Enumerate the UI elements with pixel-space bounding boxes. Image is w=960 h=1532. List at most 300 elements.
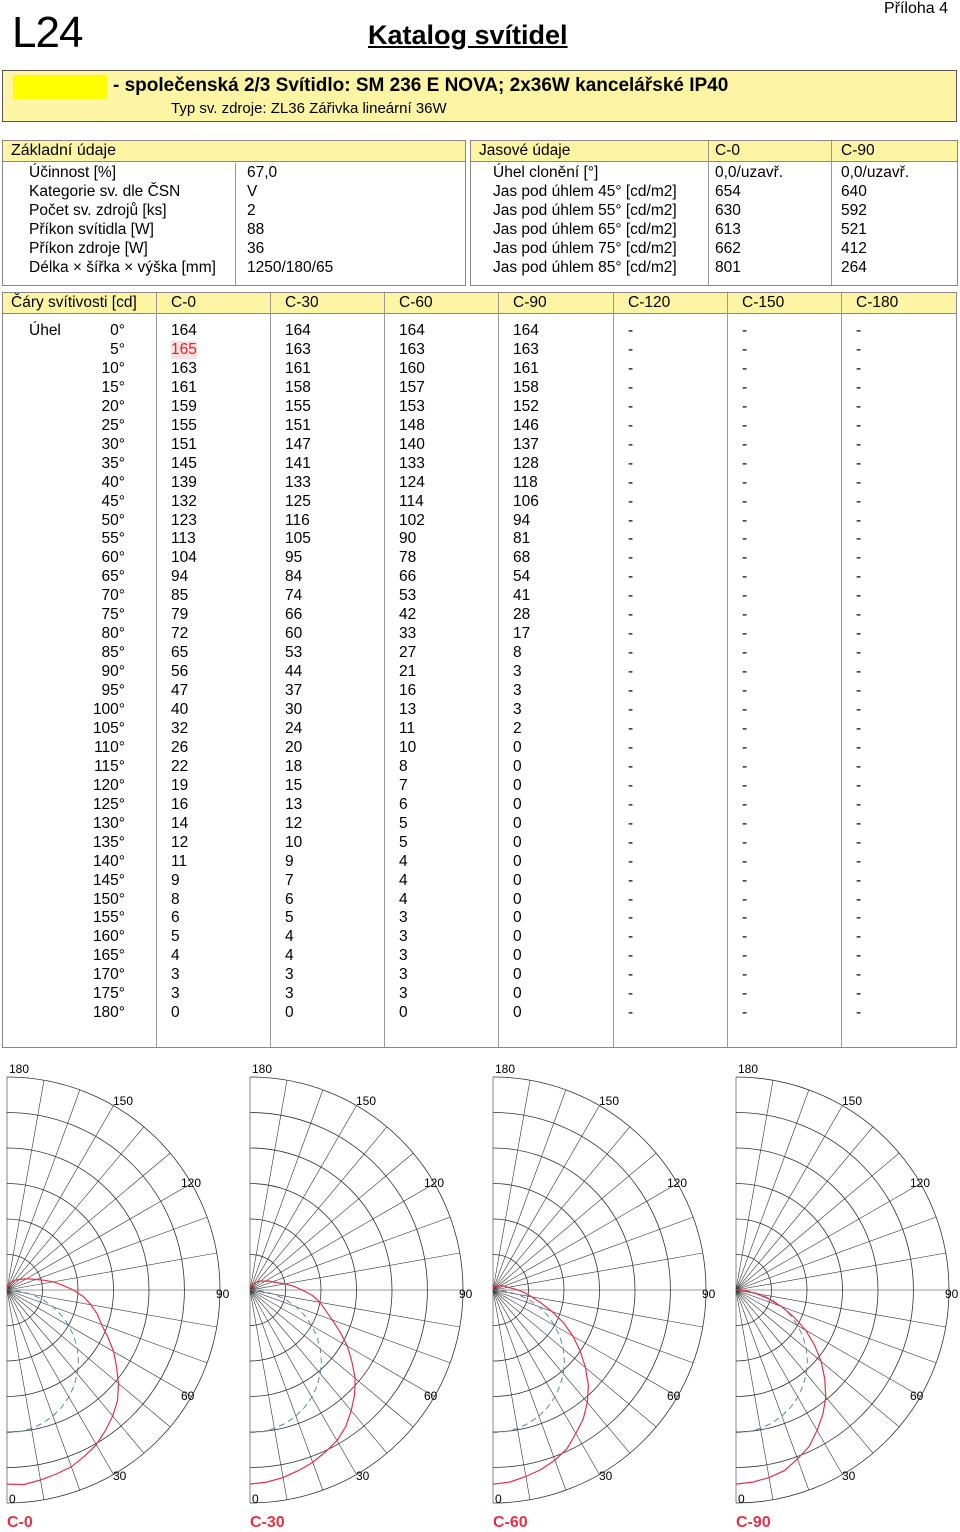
reference-curve (7, 1290, 78, 1433)
divider (831, 141, 832, 285)
intensity-cell: 164 (513, 322, 539, 339)
intensity-cell: 5 (399, 833, 408, 851)
intensity-cell: 0 (513, 738, 522, 756)
intensity-cell: - (628, 738, 634, 756)
reference-curve (250, 1290, 321, 1433)
intensity-cell: 18 (285, 757, 303, 775)
intensity-cell: 79 (171, 606, 189, 624)
polar-spoke (493, 1290, 693, 1363)
intensity-cell: 141 (285, 454, 311, 472)
polar-tick-label: 30 (113, 1469, 127, 1483)
intensity-cell: - (856, 833, 862, 851)
intensity-cell: - (628, 606, 634, 624)
intensity-cell: - (628, 985, 634, 1003)
intensity-cell: 0 (513, 814, 522, 832)
intensity-cell: - (856, 587, 862, 605)
intensity-col-header: C-60 (399, 294, 433, 311)
intensity-cell: - (742, 738, 748, 756)
intensity-cell: 147 (285, 435, 311, 453)
intensity-cell: 5 (171, 928, 180, 946)
intensity-cell: - (856, 928, 862, 946)
intensity-cell: - (856, 492, 862, 510)
intensity-cell: 146 (513, 416, 539, 434)
angle-value: 60° (101, 549, 125, 567)
polar-tick-label: 120 (910, 1176, 931, 1190)
intensity-cell: - (742, 947, 748, 965)
intensity-cell: 152 (513, 397, 539, 415)
intensity-col-header: C-120 (628, 294, 671, 311)
intensity-cell: 151 (285, 416, 311, 434)
polar-spoke (493, 1217, 693, 1290)
intensity-cell: 20 (285, 738, 303, 756)
luminance-label: Úhel clonění [°] (493, 164, 599, 181)
angle-value: 30° (101, 435, 125, 453)
intensity-cell: 164 (399, 322, 425, 339)
intensity-cell: 3 (399, 966, 408, 984)
intensity-cell: 27 (399, 644, 417, 662)
intensity-cell: - (856, 473, 862, 491)
angle-value: 150° (92, 890, 125, 908)
angle-value: 35° (101, 454, 125, 472)
intensity-cell: 53 (399, 587, 417, 605)
intensity-cell: 0 (513, 985, 522, 1003)
basic-data-title: Základní údaje (3, 141, 465, 162)
intensity-cell: 33 (399, 625, 417, 643)
polar-tick-label: 90 (216, 1287, 230, 1301)
column-divider (841, 293, 842, 1047)
intensity-cell: - (628, 492, 634, 510)
intensity-cell: 74 (285, 587, 303, 605)
polar-diagrams (0, 1060, 960, 1532)
intensity-cell: - (856, 909, 862, 927)
intensity-cell: 81 (513, 530, 531, 548)
intensity-cell: - (856, 625, 862, 643)
angle-value: 40° (101, 473, 125, 491)
intensity-cell: 8 (513, 644, 522, 662)
angle-value: 130° (92, 814, 125, 832)
intensity-cell: - (856, 378, 862, 396)
intensity-cell: - (628, 644, 634, 662)
intensity-cell: 163 (399, 340, 425, 358)
intensity-cell: - (856, 416, 862, 434)
intensity-cell: 19 (171, 776, 189, 794)
intensity-cell: 104 (171, 549, 197, 567)
intensity-cell: 3 (399, 928, 408, 946)
intensity-cell: - (628, 625, 634, 643)
intensity-cell: 10 (285, 833, 303, 851)
intensity-cell: - (742, 871, 748, 889)
polar-tick-label: 150 (599, 1094, 620, 1108)
intensity-cell: 5 (285, 909, 294, 927)
intensity-cell: 22 (171, 757, 189, 775)
intensity-cell: - (856, 644, 862, 662)
intensity-cell: - (856, 852, 862, 870)
basic-value: 1250/180/65 (247, 259, 334, 276)
intensity-cell: - (628, 397, 634, 415)
header-line-1: - společenská 2/3 Svítidlo: SM 236 E NOVA; 2x36W kancelářské IP40 (113, 75, 729, 96)
luminance-c0-value: 630 (715, 202, 741, 219)
intensity-cell: 116 (285, 511, 310, 529)
intensity-cell: - (628, 757, 634, 775)
intensity-cell: 11 (399, 719, 416, 737)
intensity-cell: 3 (285, 985, 294, 1003)
polar-spoke (250, 1290, 450, 1363)
intensity-cell: - (628, 663, 634, 681)
intensity-cell: 8 (399, 757, 408, 775)
intensity-cell: 114 (399, 492, 424, 510)
basic-label: Účinnost [%] (29, 164, 117, 181)
intensity-cell: 0 (513, 871, 522, 889)
polar-spoke (736, 1090, 809, 1290)
intensity-cell: 6 (399, 795, 408, 813)
intensity-cell: 3 (399, 985, 408, 1003)
intensity-cell: - (628, 966, 634, 984)
intensity-cell: - (856, 549, 862, 567)
intensity-cell: 26 (171, 738, 189, 756)
intensity-cell: - (742, 985, 748, 1003)
intensity-cell: 12 (285, 814, 303, 832)
intensity-cell: - (856, 568, 862, 586)
polar-tick-label: 180 (9, 1062, 30, 1076)
intensity-cell: 5 (399, 814, 408, 832)
intensity-cell: 7 (285, 871, 294, 889)
intensity-cell: 4 (399, 890, 408, 908)
intensity-cell: 3 (399, 909, 408, 927)
intensity-cell: 125 (285, 492, 311, 510)
polar-tick-label: 0 (9, 1492, 16, 1506)
luminance-c90-value: 412 (841, 240, 867, 257)
intensity-cell: - (742, 776, 748, 794)
luminance-c90-value: 0,0/uzavř. (841, 164, 910, 181)
intensity-cell: 94 (513, 511, 531, 529)
intensity-cell: 133 (285, 473, 311, 491)
intensity-cell: 21 (399, 663, 417, 681)
intensity-cell: - (628, 909, 634, 927)
intensity-cell: 66 (285, 606, 303, 624)
intensity-cell: 158 (513, 378, 539, 396)
intensity-cell: - (742, 682, 748, 700)
angle-value: 125° (92, 795, 125, 813)
intensity-cell: - (856, 890, 862, 908)
intensity-cell: 7 (399, 776, 408, 794)
polar-tick-label: 120 (181, 1176, 202, 1190)
intensity-cell: - (856, 340, 862, 358)
intensity-cell: 47 (171, 682, 189, 700)
intensity-cell: 163 (171, 359, 197, 377)
basic-value: 36 (247, 240, 265, 257)
intensity-cell: - (742, 435, 748, 453)
angle-value: 45° (101, 492, 125, 510)
angle-value: 110° (94, 738, 125, 756)
intensity-cell: - (742, 795, 748, 813)
angle-value: 20° (101, 397, 125, 415)
intensity-cell: - (628, 871, 634, 889)
angle-value: 180° (92, 1004, 125, 1022)
intensity-cell: 30 (285, 701, 303, 718)
luminance-label: Jas pod úhlem 45° [cd/m2] (493, 183, 677, 200)
intensity-cell: 3 (513, 663, 522, 681)
intensity-cell: - (856, 397, 862, 415)
intensity-cell: 6 (171, 909, 180, 927)
intensity-cell: - (742, 814, 748, 832)
intensity-cell: - (742, 625, 748, 643)
intensity-cell: 0 (513, 890, 522, 908)
luminance-c90-value: 264 (841, 259, 867, 276)
intensity-cell: - (856, 738, 862, 756)
intensity-cell: - (742, 757, 748, 775)
intensity-cell: 2 (513, 719, 522, 737)
intensity-cell: 163 (285, 340, 311, 358)
intensity-cell: 3 (171, 985, 180, 1003)
angle-label: Úhel (29, 322, 61, 339)
luminance-c0-value: 801 (715, 259, 741, 276)
intensity-title: Čáry svítivosti [cd] (11, 294, 137, 311)
intensity-cell: 0 (513, 909, 522, 927)
intensity-cell: 128 (513, 454, 539, 472)
intensity-cell: - (742, 909, 748, 927)
intensity-cell: 113 (171, 530, 196, 548)
luminance-c90-value: 592 (841, 202, 867, 219)
intensity-cell: - (742, 587, 748, 605)
angle-value: 15° (101, 378, 125, 396)
intensity-table (2, 292, 957, 1048)
catalog-title: Katalog svítidel (368, 20, 568, 50)
intensity-cell: - (628, 1004, 634, 1022)
intensity-cell: 140 (399, 435, 425, 453)
intensity-cell: 65 (171, 644, 189, 662)
intensity-cell: 94 (171, 568, 189, 586)
intensity-cell: - (856, 682, 862, 700)
intensity-cell: - (856, 1004, 862, 1022)
luminaire-header (2, 70, 957, 122)
polar-tick-label: 60 (910, 1389, 924, 1403)
intensity-cell: - (856, 719, 862, 737)
intensity-cell: - (856, 947, 862, 965)
basic-value: 2 (247, 202, 256, 219)
intensity-cell: 78 (399, 549, 417, 567)
polar-tick-label: 0 (495, 1492, 502, 1506)
divider (708, 141, 709, 285)
intensity-cell: - (628, 587, 634, 605)
intensity-cell: - (742, 473, 748, 491)
intensity-cell: - (742, 492, 748, 510)
polar-tick-label: 90 (945, 1287, 959, 1301)
intensity-cell: - (742, 833, 748, 851)
polar-tick-label: 30 (356, 1469, 370, 1483)
appendix-label: Příloha 4 (883, 0, 948, 17)
basic-label: Kategorie sv. dle ČSN (29, 183, 181, 200)
intensity-cell: - (742, 340, 748, 358)
intensity-cell: 133 (399, 454, 425, 472)
polar-tick-label: 180 (252, 1062, 273, 1076)
intensity-cell: - (628, 435, 634, 453)
luminaire-code: L24 (12, 8, 83, 57)
intensity-cell: 3 (285, 966, 294, 984)
plane-label: C-90 (736, 1514, 771, 1531)
intensity-cell: 0 (513, 947, 522, 965)
intensity-cell: 60 (285, 625, 303, 643)
intensity-cell: 164 (171, 322, 197, 339)
intensity-cell: - (628, 378, 634, 396)
intensity-cell: 3 (171, 966, 180, 984)
intensity-cell: - (628, 701, 634, 718)
intensity-cell: 123 (171, 511, 197, 529)
intensity-cell: - (742, 416, 748, 434)
intensity-cell: 85 (171, 587, 189, 605)
intensity-cell: - (856, 966, 862, 984)
intensity-cell: - (628, 568, 634, 586)
intensity-cell: 11 (171, 852, 188, 870)
intensity-cell: - (628, 890, 634, 908)
intensity-cell: - (742, 606, 748, 624)
intensity-cell: 153 (399, 397, 425, 415)
intensity-cell: 3 (513, 682, 522, 700)
polar-spoke (7, 1290, 80, 1490)
intensity-cell: 0 (513, 966, 522, 984)
intensity-cell: 137 (513, 435, 539, 453)
intensity-cell: - (628, 340, 634, 358)
intensity-col-header: C-180 (856, 294, 899, 311)
intensity-cell: 4 (285, 928, 294, 946)
intensity-cell: - (628, 549, 634, 567)
column-divider (727, 293, 728, 1047)
intensity-cell: - (742, 568, 748, 586)
intensity-cell: 3 (399, 947, 408, 965)
angle-value: 10° (101, 359, 125, 377)
intensity-cell: 148 (399, 416, 425, 434)
intensity-cell: - (856, 663, 862, 681)
angle-value: 70° (101, 587, 125, 605)
basic-label: Počet sv. zdrojů [ks] (29, 202, 167, 219)
angle-value: 5° (110, 340, 125, 358)
polar-tick-label: 120 (667, 1176, 688, 1190)
intensity-cell: 0 (513, 776, 522, 794)
intensity-cell: 44 (285, 663, 303, 681)
luminance-c90-value: 640 (841, 183, 867, 200)
intensity-cell: 161 (513, 359, 539, 377)
intensity-cell: 24 (285, 719, 303, 737)
intensity-cell: 66 (399, 568, 417, 586)
intensity-cell: 157 (399, 378, 425, 396)
intensity-cell: - (856, 757, 862, 775)
basic-value: V (247, 183, 258, 200)
basic-label: Délka × šířka × výška [mm] (29, 259, 216, 276)
intensity-cell: - (856, 530, 862, 548)
intensity-cell: 105 (285, 530, 311, 548)
angle-value: 100° (92, 701, 125, 718)
intensity-cell: 151 (171, 435, 197, 453)
intensity-cell: 68 (513, 549, 531, 567)
basic-value: 67,0 (247, 164, 278, 181)
intensity-cell: 9 (285, 852, 294, 870)
intensity-cell: - (856, 776, 862, 794)
luminance-label: Jas pod úhlem 75° [cd/m2] (493, 240, 677, 257)
intensity-cell: - (856, 454, 862, 472)
polar-tick-label: 120 (424, 1176, 445, 1190)
angle-value: 115° (94, 757, 125, 775)
polar-tick-label: 30 (599, 1469, 613, 1483)
intensity-cell: 56 (171, 663, 189, 681)
intensity-cell: - (742, 359, 748, 377)
angle-value: 160° (92, 928, 125, 946)
plane-label: C-0 (7, 1514, 33, 1531)
angle-value: 135° (92, 833, 125, 851)
intensity-cell: - (742, 530, 748, 548)
luminance-c0-value: 654 (715, 183, 741, 200)
intensity-cell: - (742, 928, 748, 946)
intensity-cell: 72 (171, 625, 189, 643)
polar-tick-label: 60 (181, 1389, 195, 1403)
intensity-cell: - (742, 966, 748, 984)
intensity-cell: - (628, 454, 634, 472)
intensity-cell: 161 (285, 359, 311, 377)
intensity-cell: 0 (285, 1004, 294, 1022)
polar-tick-label: 60 (667, 1389, 681, 1403)
intensity-cell: - (628, 473, 634, 491)
intensity-cell: 0 (513, 833, 522, 851)
luminance-label: Jas pod úhlem 85° [cd/m2] (493, 259, 677, 276)
intensity-cell: 53 (285, 644, 303, 662)
intensity-cell: - (856, 814, 862, 832)
intensity-cell: 10 (399, 738, 417, 756)
intensity-cell: 32 (171, 719, 189, 737)
intensity-cell: 16 (171, 795, 189, 813)
polar-spoke (736, 1290, 936, 1363)
intensity-cell: 3 (513, 701, 522, 718)
intensity-cell: 161 (171, 378, 197, 396)
intensity-cell: - (628, 814, 634, 832)
basic-label: Příkon svítidla [W] (29, 221, 154, 238)
intensity-cell: 41 (513, 587, 531, 605)
intensity-cell: 163 (513, 340, 539, 358)
intensity-cell: 160 (399, 359, 425, 377)
angle-value: 120° (92, 776, 125, 794)
intensity-cell: - (628, 928, 634, 946)
intensity-cell: 0 (399, 1004, 408, 1022)
luminance-box (470, 140, 958, 286)
intensity-col-header: C-30 (285, 294, 319, 311)
intensity-cell: 9 (171, 871, 180, 889)
angle-value: 85° (101, 644, 125, 662)
intensity-cell: 4 (399, 871, 408, 889)
basic-data-box (2, 140, 466, 286)
polar-tick-label: 90 (702, 1287, 716, 1301)
highlight-block (13, 75, 107, 99)
intensity-cell: 13 (399, 701, 417, 718)
angle-value: 25° (101, 416, 125, 434)
intensity-col-header: C-90 (513, 294, 547, 311)
intensity-cell: 16 (399, 682, 417, 700)
angle-value: 170° (92, 966, 125, 984)
luminance-title: Jasové údaje (479, 142, 571, 159)
intensity-cell: 102 (399, 511, 425, 529)
luminance-header (471, 141, 957, 162)
luminance-label: Jas pod úhlem 65° [cd/m2] (493, 221, 677, 238)
intensity-cell: - (742, 378, 748, 396)
intensity-cell: - (742, 322, 748, 339)
intensity-cell: - (628, 322, 634, 339)
intensity-cell: 12 (171, 833, 189, 851)
intensity-cell: 0 (513, 1004, 522, 1022)
polar-spoke (7, 1290, 207, 1363)
polar-tick-label: 150 (113, 1094, 134, 1108)
divider (235, 163, 236, 285)
polar-spoke (7, 1090, 80, 1290)
polar-tick-label: 150 (842, 1094, 863, 1108)
plane-label: C-30 (250, 1514, 285, 1531)
angle-value: 95° (101, 682, 125, 700)
intensity-header (3, 293, 956, 314)
